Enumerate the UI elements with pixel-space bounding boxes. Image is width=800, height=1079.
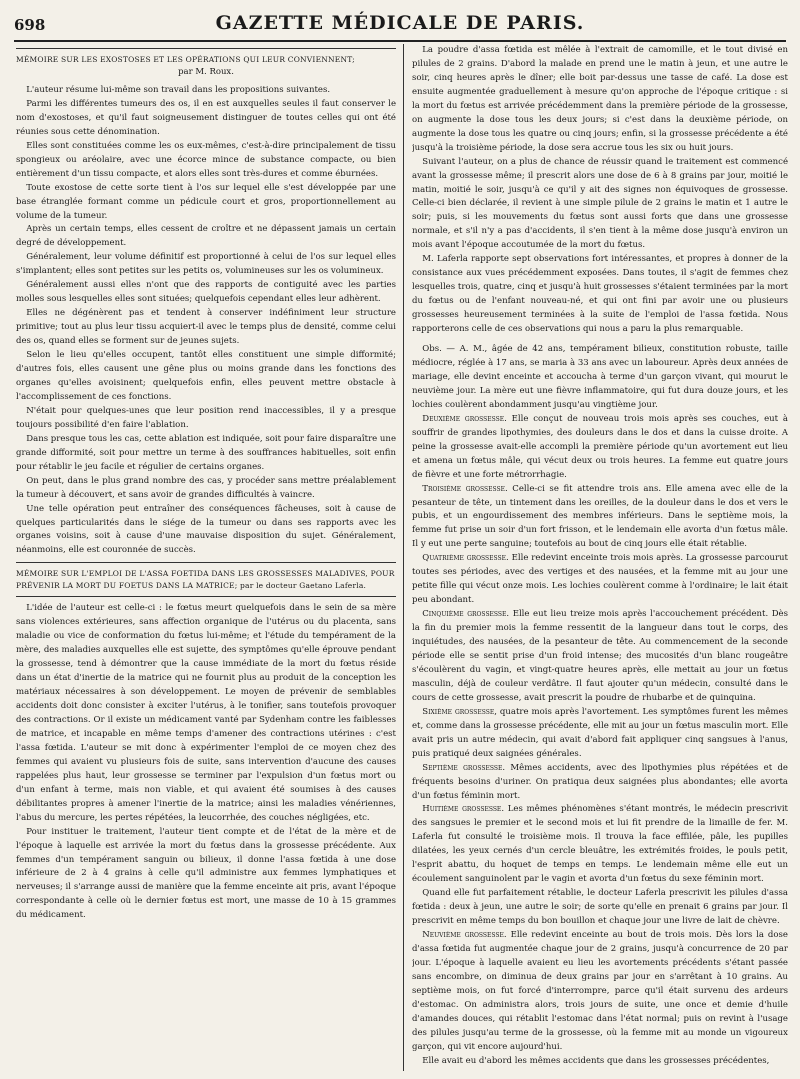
page-number: 698: [14, 16, 46, 34]
left-column: [16, 44, 396, 1073]
pregnancy-paragraph: [412, 1055, 788, 1069]
pregnancy-paragraph: [412, 608, 788, 706]
paragraph: Généralement aussi elles n'ont que des rapports de contiguité avec les parties molles sous lesquelles elles sont situées; quelquefois cependant elles leur adhèrent.: [16, 280, 396, 305]
pregnancy-text: Elle eut lieu treize mois après l'accouchement précédent. Dès la fin du premier mois la femme ressentit de la langueur dans tout le corps, des inquiétudes, des nausées, de la pesanteur de tête. Au commencement de la seconde période elle se sentit prise d'un froid intense; des mucosités d'un blanc rougeâtre s'écoulèrent du vagin, et vingt-quatre heures après, elle mettait au jour un fœtus masculin, déjà de couleur verdâtre. Il faut ajouter qu'un médecin, consulté dans le cours de cette grossesse, avait prescrit la poudre de rhubarbe et de quinquina.: [412, 609, 788, 703]
article-rule: [16, 48, 396, 49]
paragraph: Parmi les différentes tumeurs des os, il en est auxquelles seules il faut conserver le nom d'exostoses, et qu'il faut soigneusement distinguer de toutes celles qui ont été réunies sous cette dénomination.: [16, 98, 396, 137]
pregnancy-label: Deuxième grossesse.: [422, 413, 507, 424]
pregnancy-paragraph: [412, 929, 788, 1055]
paragraph: Elles sont constituées comme les os eux-mêmes, c'est-à-dire principalement de tissu spongieux ou aréolaire, avec une écorce mince de substance compacte, ou bien entièrement d'un tissu compacte, et alors elles sont très-dures et comme éburnées.: [16, 140, 396, 179]
pregnancy-paragraph: [412, 552, 788, 608]
gazette-title: GAZETTE MÉDICALE DE PARIS.: [215, 12, 585, 34]
paragraph: Une telle opération peut entraîner des conséquences fâcheuses, soit à cause de quelques particularités dans le siége de la tumeur ou dans ses rapports avec les organes voisins, soit à cause d'une mauvaise disposition du sujet. Généralement, néanmoins, elle est couronnée de succès.: [16, 503, 396, 556]
pregnancy-text: Les mêmes phénomènes s'étant montrés, le médecin prescrivit des sangsues le premier et le second mois et lui fit prendre de la limaille de fer. M. Laferla fut consulté le troisième mois. Il trouva la face effilée, pâle, les pupilles dilatées, les yeux cernés d'un cercle bleuâtre, les extrémités froides, le pouls petit, l'esprit abattu, du hoquet de temps en temps. Le lendemain même elle eut un écoulement sanguinolent par le vagin et avorta d'un fœtus du sexe féminin mort.: [412, 804, 788, 885]
pregnancy-label: Huitième grossesse.: [422, 804, 505, 815]
pregnancy-paragraph: [412, 762, 788, 804]
article-title-assa-foetida: MÉMOIRE SUR L'EMPLOI DE L'ASSA FOETIDA DANS LES GROSSESSES MALADIVES, POUR PRÉVENIR LA MORT DU FOETUS DANS LA MATRICE; par le docteur Gaetano Laferla.: [16, 569, 395, 591]
observation-pregnancies: [412, 413, 788, 1069]
pregnancy-paragraph: [412, 483, 788, 553]
pregnancy-paragraph: [412, 887, 788, 929]
right-column: [412, 44, 788, 1073]
pregnancy-paragraph: [412, 413, 788, 483]
pregnancy-text: Elle redevint enceinte trois mois après. La grossesse parcourut toutes ses périodes, avec des vertiges et des nausées, et la femme mit au jour une petite fille qui vécut onze mois. Les lochies coulèrent comme à l'ordinaire; le lait était peu abondant.: [412, 553, 788, 606]
pregnancy-label: Sixième grossesse,: [422, 706, 497, 717]
article-body-assa-foetida: [16, 602, 396, 923]
right-column-body: [412, 44, 788, 337]
paragraph: Pour instituer le traitement, l'auteur tient compte et de l'état de la mère et de l'époque à laquelle est arrivée la mort du fœtus dans la grossesse précédente. Aux femmes d'un tempérament sanguin ou bilieux, il donne l'assa fœtida à une dose inférieure de 2 à 4 grains à celle qu'il administre aux femmes lymphatiques et nerveuses; il s'arrange aussi de manière que la femme enceinte ait pris, avant l'époque correspondante à celle où le dernier fœtus est mort, une masse de 10 à 15 grammes du médicament.: [16, 826, 396, 921]
paragraph: Elles ne dégénèrent pas et tendent à conserver indéfiniment leur structure primitive; tout au plus leur tissu acquiert-il avec le temps plus de densité, comme celui des os, quand elles se forment sur de jeunes sujets.: [16, 308, 396, 347]
article-rule: [16, 596, 396, 597]
paragraph: La poudre d'assa fœtida est mêlée à l'extrait de camomille, et le tout divisé en pilules de 2 grains. D'abord la malade en prend une le matin à jeun, et une autre le soir, cinq heures après le dîner; elle boit par-dessus une tasse de café. La dose est ensuite augmentée graduellement à mesure qu'on approche de l'époque critique : si la mort du fœtus est arrivée précédemment dans la première période de la grossesse, on augmente la dose tous les deux jours; si c'est dans la deuxième période, on augmente la dose tous les quatre ou cinq jours; enfin, si la grossesse précédente a été jusqu'à la troisième période, la dose sera accrue tous les six ou huit jours.: [412, 45, 788, 153]
pregnancy-label: Quatrième grossesse.: [422, 553, 509, 564]
paragraph: N'était pour quelques-unes que leur position rend inaccessibles, il y a presque toujours possibilité d'en faire l'ablation.: [16, 405, 396, 430]
article-title-exostoses: MÉMOIRE SUR LES EXOSTOSES ET LES OPÉRATIONS QUI LEUR CONVIENNENT;: [16, 55, 355, 64]
column-divider: [403, 44, 404, 1071]
pregnancy-text: Elle avait eu d'abord les mêmes accidents que dans les grossesses précédentes,: [422, 1055, 770, 1066]
paragraph: L'auteur résume lui-même son travail dans les propositions suivantes.: [26, 84, 331, 95]
paragraph: Dans presque tous les cas, cette ablation est indiquée, soit pour faire disparaître une grande difformité, soit pour mettre un terme à des souffrances habituelles, soit enfin pour rétablir le jeu facile et régulier de certains organes.: [16, 433, 396, 472]
masthead: [14, 10, 786, 42]
paragraph: Suivant l'auteur, on a plus de chance de réussir quand le traitement est commencé avant la grossesse même; il prescrit alors une dose de 6 à 8 grains par jour, moitié le matin, moitié le soir, jusqu'à ce qu'il y ait des signes non équivoques de grossesse. Celle-ci bien déclarée, il revient à une simple pilule de 2 grains le matin et 1 autre le soir; puis, si les mouvements du fœtus sont aussi forts que dans une grossesse normale, et s'il n'y a pas d'accidents, il s'en tient à la même dose jusqu'à environ un mois avant l'époque accoutumée de la mort du fœtus.: [412, 156, 788, 251]
pregnancy-text: Quand elle fut parfaitement rétablie, le docteur Laferla prescrivit les pilules d'assa fœtida : deux à jeun, une autre le soir; de sorte qu'elle en prenait 6 grains par jour. Il prescrivit en même temps du bon bouillon et chaque jour une livre de lait de chèvre.: [412, 888, 788, 927]
pregnancy-label: Cinquième grossesse.: [422, 609, 510, 620]
pregnancy-text: Elle redevint enceinte au bout de trois mois. Dès lors la dose d'assa fœtida fut augmentée chaque jour de 2 grains, jusqu'à concurrence de 20 par jour. L'époque à laquelle avaient eu lieu les avortements précédents s'étant passée sans encombre, on diminua de deux grains par jour en s'arrêtant à 10 grains. Au septième mois, on fut forcé d'interrompre, parce qu'il était survenu des ardeurs d'estomac. On administra alors, trois jours de suite, une once et demie d'huile d'amandes douces, qui rétablit l'estomac dans l'état normal; puis on revint à l'usage des pilules jusqu'au terme de la grossesse, où la femme mit au monde un vigoureux garçon, qui vit encore aujourd'hui.: [412, 930, 788, 1052]
observation-lead: Obs. — A. M., âgée de 42 ans, tempérament bilieux, constitution robuste, taille médiocre, réglée à 17 ans, se maria à 33 ans avec un laboureur. Après deux années de mariage, elle devint enceinte et accoucha à terme d'un garçon vivant, qui mourut le neuvième jour. La mère eut une fièvre inflammatoire, qui fut dura douze jours, et les lochies coulèrent abondamment jusqu'au vingtième jour.: [412, 344, 788, 410]
pregnancy-label: Troisième grossesse.: [422, 483, 508, 494]
paragraph: L'idée de l'auteur est celle-ci : le fœtus meurt quelquefois dans le sein de sa mère sans violences extérieures, sans affection organique de l'utérus ou du placenta, sans maladie ou vice de conformation du fœtus lui-même; et l'étude du tempérament de la mère, des maladies auxquelles elle est sujette, des symptômes qu'elle éprouve pendant la grossesse, tend à démontrer que la cause immédiate de la mort du fœtus réside dans un état d'inertie de la matrice qui ne fournit plus au produit de la conception les matériaux nécessaires à son développement. Le moyen de prévenir de semblables accidents doit donc consister à exciter l'utérus, à le tonifier, sans toutefois provoquer des contractions. Or il existe un médicament vanté par Sydenham contre les faiblesses de matrice, et incapable en même temps d'amener des contractions utérines : c'est l'assa fœtida. L'auteur se mit donc à expérimenter l'emploi de ce moyen chez des femmes qui avaient vu plusieurs fois de suite, sans intervention d'aucune des causes rappelées plus haut, leur grossesse se terminer par l'expulsion d'un fœtus mort ou d'un enfant à terme, mais non viable, et qui avaient été soumises à des causes débilitantes propres à amener l'inertie de la matrice; ainsi les maladies vénériennes, l'abus du mercure, les pertes répétées, la leucorrhée, des couches négligées, etc.: [16, 603, 396, 823]
article-rule: [16, 562, 396, 563]
pregnancy-text: quatre mois après l'avortement. Les symptômes furent les mêmes et, comme dans la grossesse précédente, elle mit au jour un fœtus masculin mort. Elle avait pris un autre médecin, qui avait d'abord fait appliquer cinq sangsues à l'anus, puis pratiqué deux saignées générales.: [412, 706, 788, 759]
paragraph: Généralement, leur volume définitif est proportionné à celui de l'os sur lequel elles s'implantent; elles sont petites sur les petits os, volumineuses sur les os volumineux.: [16, 252, 396, 277]
pregnancy-text: Mêmes accidents, avec des lipothymies plus répétées et de fréquents besoins d'uriner. On pratiqua deux saignées plus abondantes; elle avorta d'un fœtus féminin mort.: [412, 762, 788, 801]
pregnancy-paragraph: [412, 803, 788, 887]
pregnancy-paragraph: [412, 706, 788, 762]
pregnancy-text: Celle-ci se fit attendre trois ans. Elle amena avec elle de la pesanteur de tête, un tintement dans les oreilles, de la douleur dans le dos et vers le pubis, et un engourdissement des membres inférieurs. Dans le septième mois, la femme fut prise un soir d'un fort frisson, et le lendemain elle avorta d'un fœtus mâle. Il y eut une perte sanguine; toutefois au bout de cinq jours elle était rétablie.: [412, 483, 788, 550]
paragraph: Après un certain temps, elles cessent de croître et ne dépassent jamais un certain degré de développement.: [16, 224, 396, 249]
paragraph: On peut, dans le plus grand nombre des cas, y procéder sans mettre préalablement la tumeur à découvert, et sans avoir de grandes difficultés à vaincre.: [16, 475, 396, 500]
pregnancy-text: Elle conçut de nouveau trois mois après ses couches, eut à souffrir de grandes lipothymies, des douleurs dans le dos et dans la cuisse droite. A peine la grossesse avait-elle accompli la première période qu'un avortement eut lieu et amena un fœtus mâle, qui vécut deux ou trois heures. La femme eut quatre jours de fièvre et une forte métrorrhagie.: [412, 413, 788, 480]
paragraph: M. Laferla rapporte sept observations fort intéressantes, et propres à donner de la consistance aux vues précédemment exposées. Dans toutes, il s'agit de femmes chez lesquelles trois, quatre, cinq et jusqu'à huit grossesses s'étaient terminées par la mort du fœtus ou de l'enfant nouveau-né, et qui ont fini par avoir une ou plusieurs grossesses heureusement terminées à la suite de l'emploi de l'assa fœtida. Nous rapporterons celle de ces observations qui nous a paru la plus remarquable.: [412, 254, 788, 335]
article-body-exostoses: [16, 84, 396, 558]
paragraph: Selon le lieu qu'elles occupent, tantôt elles constituent une simple difformité; d'autres fois, elles causent une gêne plus ou moins grande dans les fonctions des organes qu'elles avoisinent; quelquefois enfin, elles peuvent mettre obstacle à l'accomplissement de ces fonctions.: [16, 350, 396, 402]
pregnancy-label: Septième grossesse.: [422, 762, 506, 773]
paragraph: Toute exostose de cette sorte tient à l'os sur lequel elle s'est développée par une base étranglée formant comme un pédicule court et gros, proportionnellement au volume de la tumeur.: [16, 182, 396, 221]
article-author-roux: par M. Roux.: [178, 67, 234, 77]
pregnancy-label: Neuvième grossesse.: [422, 930, 507, 941]
